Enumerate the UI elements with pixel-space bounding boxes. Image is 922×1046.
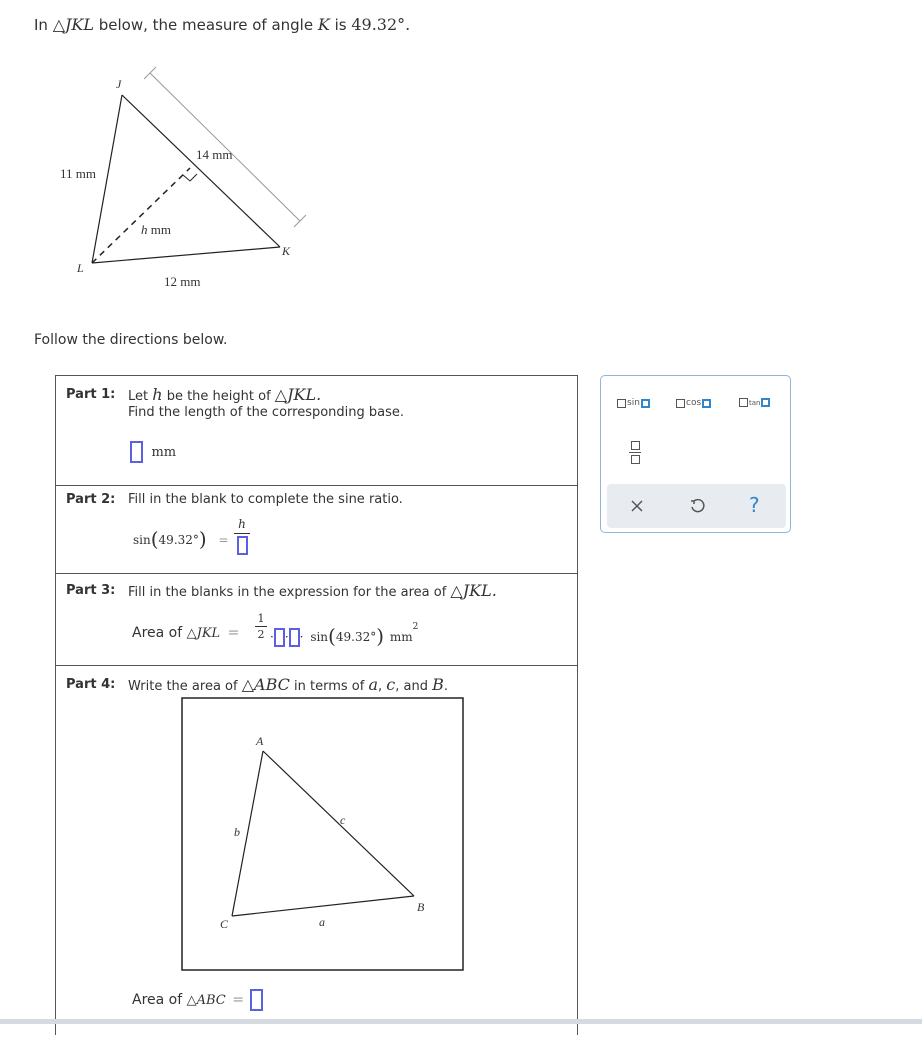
part-3-area-triangle: △JKL — [186, 626, 221, 641]
part-4-comma-1: , — [377, 679, 387, 694]
undo-icon[interactable] — [689, 498, 705, 514]
part-3-unit: mm — [389, 630, 413, 644]
part-1-h: h — [152, 385, 163, 404]
part-3-fraction — [255, 612, 267, 641]
part-4-answer-row — [132, 989, 263, 1011]
part-3-input-2[interactable] — [289, 628, 300, 647]
triangle-jkl-figure — [50, 62, 310, 302]
tan-button-label: tan — [749, 398, 761, 407]
close-icon[interactable] — [631, 500, 643, 512]
sin-input-box — [641, 399, 650, 408]
triangle-abc-figure — [181, 697, 464, 971]
part-4-label: Part 4: — [66, 677, 116, 692]
part-3-frac-num: 1 — [257, 612, 265, 625]
part-4 — [56, 666, 577, 1046]
side-lk-line — [92, 247, 280, 263]
label-b-vertex: B — [417, 900, 425, 914]
intro-angle-value: 49.32°. — [351, 15, 411, 34]
sin-arg-box — [617, 399, 626, 408]
fraction-numerator-icon — [631, 441, 640, 450]
label-height-var: h — [141, 222, 148, 237]
part-3-input-1[interactable] — [274, 628, 285, 647]
part-3-line — [128, 581, 497, 600]
parts-container — [55, 375, 578, 1035]
tan-arg-box — [739, 398, 748, 407]
part-1-let: Let — [128, 389, 153, 404]
part-2-label: Part 2: — [66, 492, 116, 507]
part-4-and: , and — [395, 679, 433, 694]
part-2-numerator: h — [238, 517, 246, 531]
part-1 — [56, 376, 577, 486]
part-1-answer-row — [130, 441, 176, 463]
label-k: K — [282, 244, 291, 258]
part-4-triangle: △ABC — [241, 675, 290, 694]
cos-button-label: cos — [686, 398, 702, 408]
part-4-area-triangle: △ABC — [186, 993, 226, 1008]
part-3 — [56, 574, 577, 666]
fraction-bar-icon — [629, 452, 641, 453]
part-1-label: Part 1: — [66, 387, 116, 402]
part-1-triangle: △JKL. — [274, 385, 322, 404]
part-3-dot-3: · — [299, 630, 304, 644]
label-l: L — [77, 261, 84, 275]
intro-is: is — [329, 16, 352, 34]
directions-text: Follow the directions below. — [34, 332, 228, 348]
sin-button[interactable] — [617, 398, 650, 408]
right-angle-marker — [183, 174, 197, 181]
part-3-product: · · · sin(49.32°) $mm^2$ — [270, 622, 419, 648]
part-3-frac-den: 2 — [257, 628, 265, 641]
part-1-unit: mm — [151, 445, 177, 460]
keypad-action-row — [607, 484, 786, 528]
math-keypad — [600, 375, 791, 533]
part-2-angle: 49.32° — [158, 533, 199, 547]
label-side-c: c — [340, 813, 346, 827]
bottom-scroll-bar — [0, 1019, 922, 1024]
label-c-vertex: C — [220, 917, 229, 931]
help-button[interactable]: ? — [749, 493, 760, 517]
cos-button[interactable] — [676, 398, 711, 408]
part-2-equals: = — [218, 533, 229, 547]
intro-middle: below, the measure of angle — [94, 16, 318, 34]
part-3-exponent: 2 — [412, 622, 419, 632]
part-1-instruction: Find the length of the corresponding base. — [128, 405, 405, 420]
fraction-button[interactable] — [629, 441, 641, 464]
part-4-answer-input[interactable] — [250, 989, 263, 1011]
cos-input-box — [702, 399, 711, 408]
label-side-b: b — [234, 825, 240, 839]
label-a-vertex: A — [256, 734, 264, 748]
intro-lead: In — [34, 16, 53, 34]
part-3-equation — [132, 625, 242, 641]
part-1-line-1 — [128, 385, 321, 404]
part-3-triangle: △JKL. — [450, 581, 497, 600]
part-1-be: be the height of — [162, 389, 275, 404]
label-height — [141, 222, 171, 237]
tan-input-box — [761, 398, 770, 407]
part-4-w1: Write the area of — [128, 679, 242, 694]
part-3-equals: = — [227, 625, 240, 641]
part-3-dot-2: · — [284, 630, 289, 644]
label-side-lk: 12 mm — [164, 274, 201, 289]
part-3-area-label: Area of — [132, 625, 187, 641]
part-1-answer-input[interactable] — [130, 441, 143, 463]
label-side-jk: 14 mm — [196, 147, 233, 162]
part-4-a: a — [368, 675, 378, 694]
label-side-a: a — [319, 915, 325, 929]
part-2-denominator-input[interactable] — [237, 536, 248, 555]
part-3-angle: 49.32° — [335, 630, 377, 644]
part-2-sin: sin — [133, 533, 151, 547]
fraction-denominator-icon — [631, 455, 640, 464]
label-height-unit: mm — [147, 222, 171, 237]
part-3-label: Part 3: — [66, 583, 116, 598]
label-j: J — [116, 77, 122, 91]
part-3-sin: sin — [310, 630, 329, 644]
tan-button[interactable] — [739, 398, 770, 407]
part-4-area-label: Area of — [132, 992, 187, 1008]
part-4-equals: = — [232, 992, 244, 1008]
label-side-jl: 11 mm — [60, 166, 96, 181]
part-2-instruction: Fill in the blank to complete the sine ratio. — [128, 492, 403, 507]
part-2-fraction — [234, 516, 250, 555]
part-4-period: . — [443, 679, 448, 694]
cos-arg-box — [676, 399, 685, 408]
part-4-line — [128, 675, 448, 694]
part-2 — [56, 486, 577, 574]
part-4-b-angle: B — [432, 675, 444, 694]
part-2-equation: sin(49.32°) = — [133, 527, 229, 551]
intro-triangle: △JKL — [52, 15, 94, 34]
part-3-instruction: Fill in the blanks in the expression for the area of — [128, 585, 451, 600]
problem-intro — [34, 15, 410, 34]
intro-angle-var: K — [317, 15, 330, 34]
part-4-w2: in terms of — [289, 679, 369, 694]
part-4-c: c — [386, 675, 396, 694]
part-3-dot-1: · — [270, 630, 274, 644]
sin-button-label: sin — [627, 398, 640, 408]
